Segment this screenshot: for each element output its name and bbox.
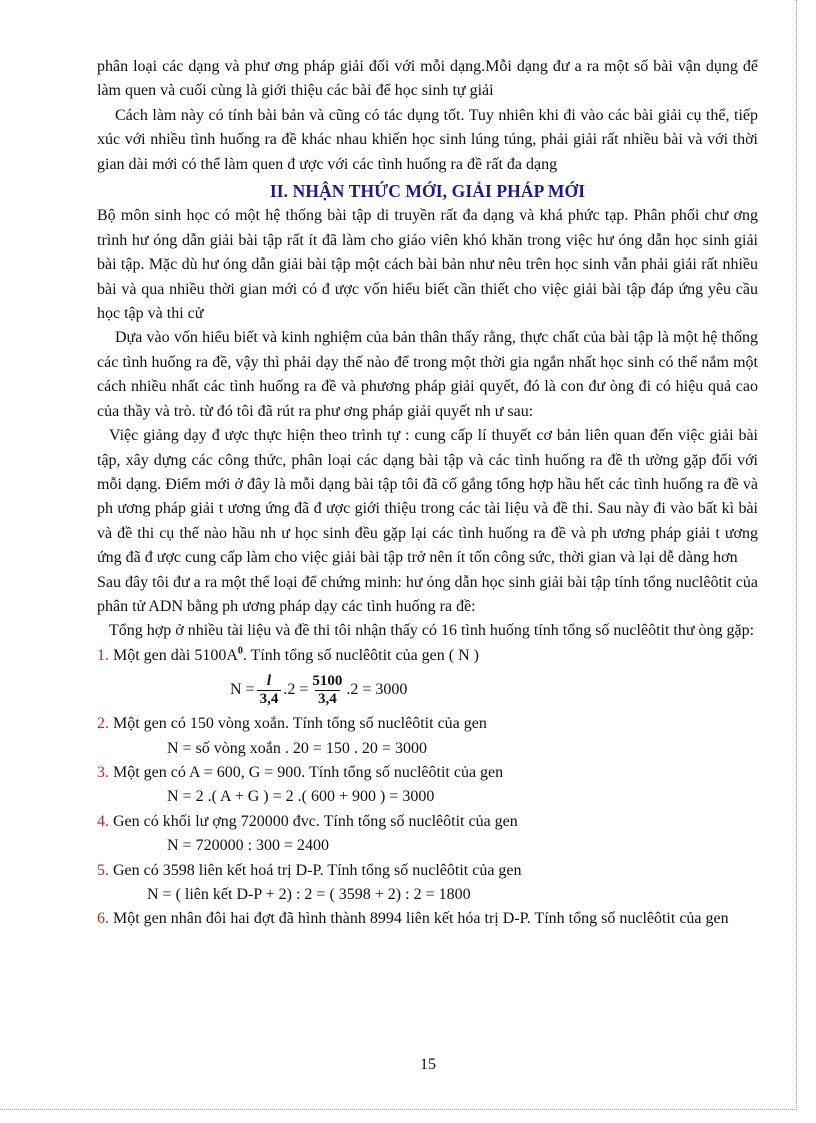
paragraph: Tổng hợp ở nhiều tài liệu và đề thi tôi nhận thấy có 16 tình huống tính tổng số nuclêôtit thư òng gặp: — [109, 622, 755, 640]
page-border-right — [796, 0, 797, 1110]
list-item — [97, 907, 758, 931]
list-item — [97, 859, 758, 883]
formula: N = 2 .( A + G ) = 2 .( 600 + 900 ) = 3000 — [167, 788, 435, 806]
formula: N = ( liên kết D-P + 2) : 2 = ( 3598 + 2) : 2 = 1800 — [147, 886, 471, 903]
item-text: Một gen có 150 vòng xoắn. Tính tổng số nuclêôtit của gen — [113, 715, 487, 733]
fraction-numerator: 5100 — [312, 672, 343, 689]
item-text: Một gen có A = 600, G = 900. Tính tổng số nuclêôtit của gen — [113, 763, 504, 781]
item-text: Một gen nhân đôi hai đợt đã hình thành 8994 liên kết hóa trị D-P. Tính tổng số nuclêôtit của gen — [113, 910, 729, 928]
fraction — [257, 673, 282, 708]
formula: N = số vòng xoắn . 20 = 150 . 20 = 3000 — [167, 739, 427, 757]
list-item — [97, 712, 758, 736]
formula: N = 720000 : 300 = 2400 — [167, 837, 330, 855]
fraction-denominator: 3,4 — [257, 690, 282, 708]
formula-rhs: .2 = 3000 — [346, 680, 408, 698]
item-text: Gen có khối lư ợng 720000 đvc. Tính tổng số nuclêôtit của gen — [113, 812, 518, 830]
formula-mid: .2 = — [283, 680, 309, 698]
item-number: 6. — [97, 910, 109, 928]
list-item — [97, 644, 758, 668]
item-number: 1. — [97, 646, 109, 664]
paragraph: Sau đây tôi đư a ra một thể loại để chứng minh: hư óng dẫn học sinh giải bài tập tính tổng nuclêôtit của phân tử ADN bằng ph ương pháp dạy các tình huống ra đề: — [97, 573, 758, 615]
fraction-denominator: 3,4 — [315, 690, 340, 708]
formula-lhs: N = — [230, 680, 255, 698]
paragraph: Cách làm này có tính bài bản và cũng có tác dụng tốt. Tuy nhiên khi đi vào các bài giải cụ thể, tiếp xúc với nhiều tình huống ra đề khác nhau khiến học sinh lúng túng, phải giải rất nhiều bài và với thời gian dài mới có thể làm quen đ ược với các tình huống ra đề rất đa dạng — [97, 106, 758, 173]
item-text: . Tính tổng số nuclêôtit của gen ( N ) — [242, 646, 479, 664]
paragraph: Việc giảng dạy đ ược thực hiện theo trình tự : cung cấp lí thuyết cơ bản liên quan đến việc giải bài tập, xây dựng các công thức, phân loại các dạng bài tập và các tình huống ra đề th ường gặp đối với mỗi dạng. Điểm mới ở đây là mỗi dạng bài tập tôi đã cố gắng tổng hợp hầu hết các tình huống ra đề và ph ương pháp giải t ương ứng đã đ ược giới thiệu trong các tài liệu và đề thi. Sau này đi vào bất kì bài và đề thi cụ thể nào hầu nh ư học sinh đều gặp lại các tình huống ra đề và ph ương pháp giải t ương ứng đã đ ược cung cấp làm cho việc giải bài tập trở nên ít tốn công sức, thời gian và lại dễ dàng hơn — [97, 427, 758, 567]
page-number: 15 — [420, 1056, 436, 1073]
list-item — [97, 810, 758, 834]
paragraph: phân loại các dạng và phư ơng pháp giải đối với mỗi dạng.Mỗi dạng đư a ra một số bài vận dụng để làm quen và cuối cùng là giới thiệu các bài để học sinh tự giải — [97, 58, 758, 100]
fraction-numerator: l — [266, 672, 272, 689]
list-item — [97, 761, 758, 785]
document-body — [97, 55, 758, 932]
fraction — [310, 673, 344, 708]
section-heading: II. NHẬN THỨC MỚI, GIẢI PHÁP MỚI — [269, 181, 586, 202]
item-number: 2. — [97, 715, 109, 733]
item-text: Gen có 3598 liên kết hoá trị D-P. Tính tổng số nuclêôtit của gen — [113, 861, 522, 879]
paragraph: Bộ môn sinh học có một hệ thống bài tập di truyền rất đa dạng và khá phức tạp. Phân phối chư ơng trình hư óng dẫn giải bài tập rất ít đã làm cho giáo viên khó khăn trong việc hư óng dẫn học sinh giải bài tập. Mặc dù hư óng dẫn giải bài tập một cách bài bản như nêu trên học sinh vẫn phải giải rất nhiều bài và qua nhiều thời gian mới có đ ược vốn hiểu biết cần thiết cho việc giải bài tập đáp ứng yêu cầu học tập và thi cử — [97, 207, 758, 323]
item-text: Một gen dài 5100A — [113, 646, 238, 664]
item-number: 5. — [97, 861, 109, 879]
superscript: 0 — [237, 645, 243, 657]
item-number: 3. — [97, 763, 109, 781]
page-border-bottom — [0, 1109, 797, 1110]
item-number: 4. — [97, 812, 109, 830]
formula — [97, 668, 758, 712]
paragraph: Dựa vào vốn hiểu biết và kinh nghiệm của bản thân thấy rằng, thực chất của bài tập là một hệ thống các tình huống ra đề, vậy thì phải dạy thế nào để trong một thời gia ngắn nhất học sinh có thể nắm một cách nhiều nhất các tình huống ra đề và phương pháp giải quyết, đó là con đư òng đi có hiệu quả cao của thầy và trò. từ đó tôi đã rút ra phư ơng pháp giải quyết nh ư sau: — [97, 329, 758, 420]
